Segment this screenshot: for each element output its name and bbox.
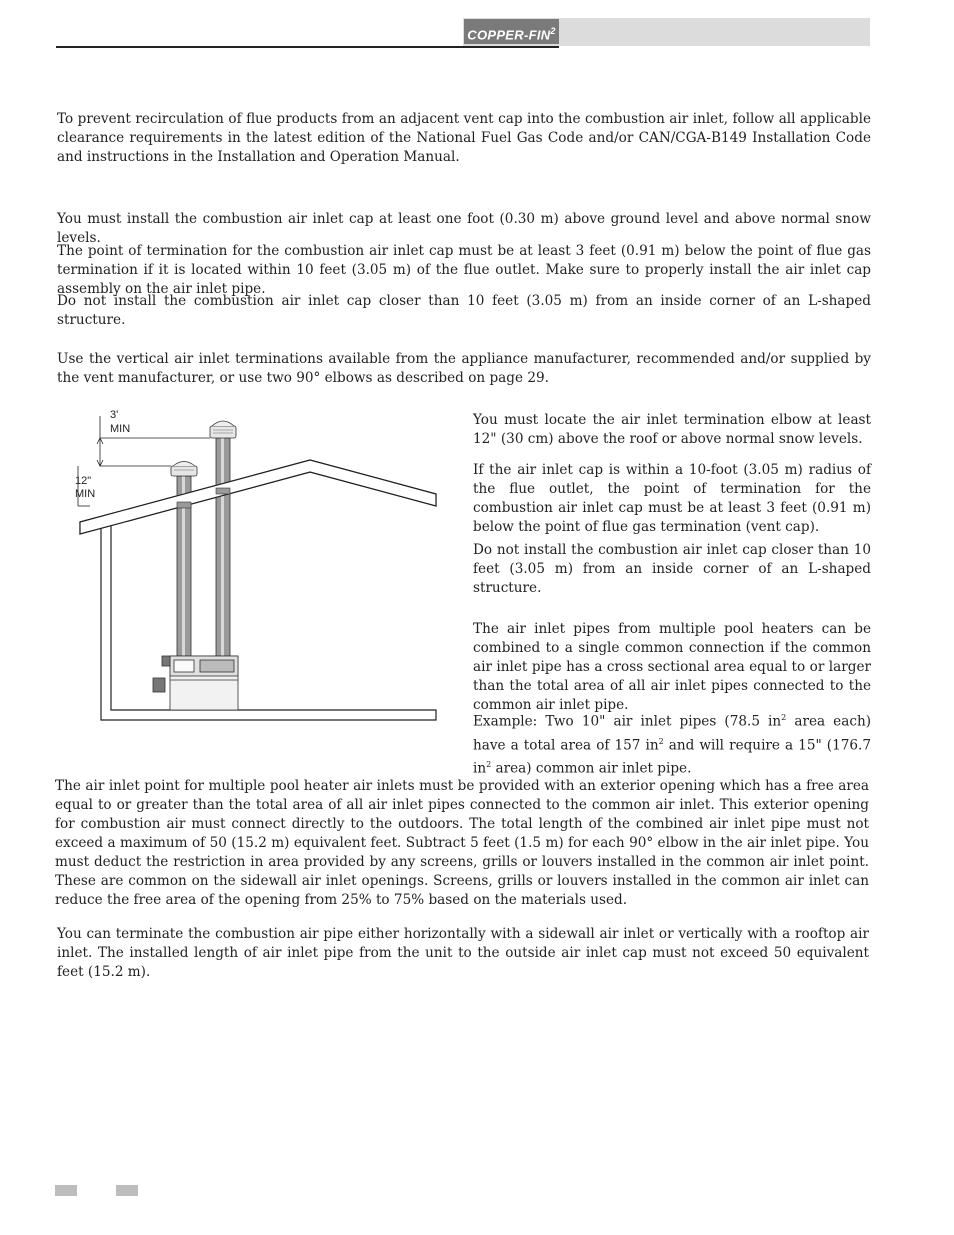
footer-page-box-right (116, 1185, 138, 1196)
roof (80, 460, 436, 534)
vertical-air-inlet-diagram (70, 402, 440, 732)
paragraph-terminate-pipe: You can terminate the combustion air pipe either horizontally with a sidewall air inlet or vertically with a rooftop air inlet. The installed length of air inlet pipe from the unit to the outside air inlet cap must not exceed 50 equivalent feet (15.2 m). (57, 926, 869, 980)
paragraph-l-shaped-right: Do not install the combustion air inlet cap closer than 10 feet (3.05 m) from an inside corner of an L-shaped structure. (473, 542, 871, 596)
copper-fin-logo: COPPER-FIN$^2$ (464, 19, 559, 44)
dim-top-value: 3' (110, 409, 119, 421)
paragraph-termination-point: The point of termination for the combustion air inlet cap must be at least 3 feet (0.91 m) below the point of flue gas termination if it is located within 10 feet (3.05 m) of the flue outlet. Make sure to properly install the air inlet cap assembly on the air inlet pipe. (57, 243, 871, 297)
dim-top-unit: MIN (110, 423, 131, 435)
paragraph-ground-level: You must install the combustion air inlet cap at least one foot (0.30 m) above ground level and above normal snow levels. (57, 211, 871, 246)
flue-vent-pipe (210, 421, 236, 656)
dim-side-value: 12" (75, 475, 92, 487)
paragraph-multiple-heaters: The air inlet pipes from multiple pool heaters can be combined to a single common connection if the common air inlet pipe has a cross sectional area equal to or larger than the total area of all air inlet pipes connected to the common air inlet pipe. (473, 621, 871, 713)
header-rule (56, 46, 559, 48)
paragraph-vertical-terminations: Use the vertical air inlet terminations available from the appliance manufacturer, recommended and/or supplied by the vent manufacturer, or use two 90° elbows as described on page 29. (57, 351, 871, 386)
paragraph-exterior-opening: The air inlet point for multiple pool heater air inlets must be provided with an exterior opening which has a free area equal to or greater than the total area of all air inlet pipes connected to the common air inlet. This exterior opening for combustion air must connect directly to the outdoors. The total length of the combined air inlet pipe must not exceed a maximum of 50 (15.2 m) equivalent feet. Subtract 5 feet (1.5 m) for each 90° elbow in the air inlet pipe. You must deduct the restriction in area provided by any screens, grills or louvers installed in the common air inlet point. These are common on the sidewall air inlet openings. Screens, grills or louvers installed in the common air inlet can reduce the free area of the opening from 25% to 75% based on the materials used. (55, 778, 869, 908)
paragraph-example: Example: Two 10" air inlet pipes (78.5 $in^2$ area each) have a total area of 157 $in^2$ and will require a 15" (176.7 $in^2$ area) common air inlet pipe. (473, 713, 872, 777)
air-inlet-pipe (171, 462, 197, 657)
paragraph-l-shaped: Do not install the combustion air inlet cap closer than 10 feet (3.05 m) from an inside corner of an L-shaped structure. (57, 293, 871, 328)
pool-heater-unit (153, 656, 238, 710)
paragraph-elbow-height: You must locate the air inlet termination elbow at least 12" (30 cm) above the roof or above normal snow levels. (473, 412, 871, 447)
paragraph-recirculation: To prevent recirculation of flue products from an adjacent vent cap into the combustion air inlet, follow all applicable clearance requirements in the latest edition of the National Fuel Gas Code and/or CAN/CGA-B149 Installation Code and instructions in the Installation and Operation Manual. (57, 111, 871, 165)
building-outline (80, 460, 436, 720)
dim-side-unit: MIN (75, 488, 96, 500)
paragraph-radius: If the air inlet cap is within a 10-foot (3.05 m) radius of the flue outlet, the point of termination for the combustion air inlet cap must be at least 3 feet (0.91 m) below the point of flue gas termination (vent cap). (473, 462, 871, 535)
footer-page-box-left (55, 1185, 77, 1196)
